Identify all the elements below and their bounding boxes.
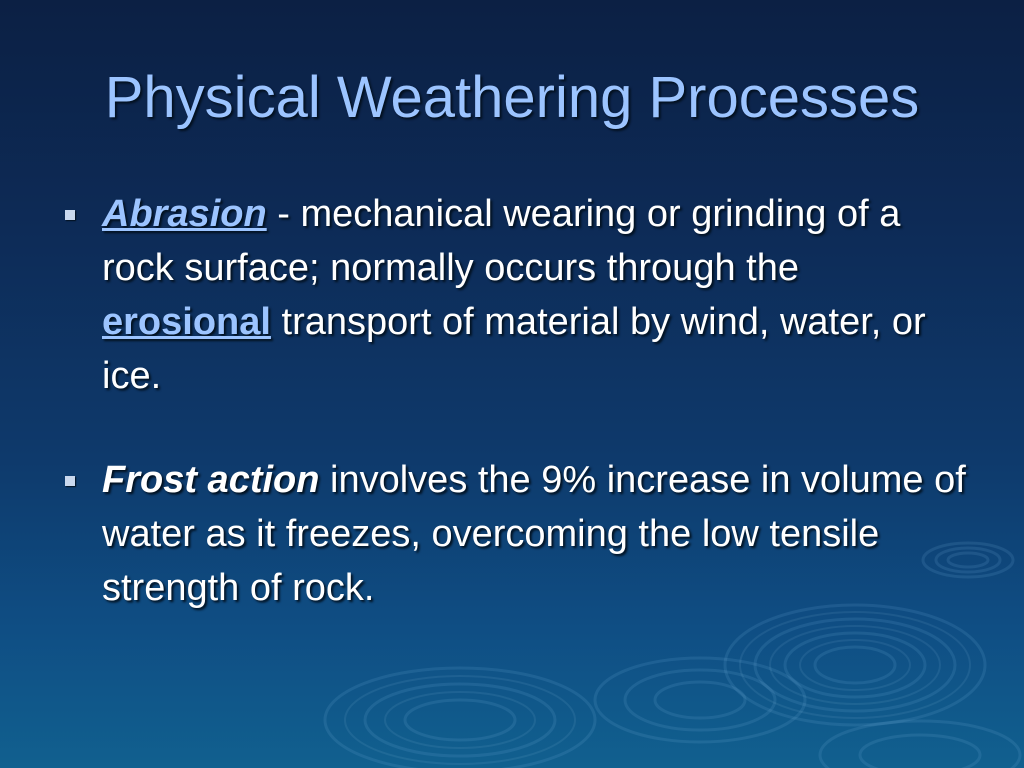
bullet-abrasion — [58, 187, 978, 403]
bullet-frost-action — [58, 453, 978, 615]
abrasion-link[interactable]: Abrasion — [102, 193, 267, 235]
erosional-link[interactable]: erosional — [102, 301, 271, 343]
frost-action-term: Frost action — [102, 459, 320, 501]
square-bullet-icon — [65, 210, 75, 220]
square-bullet-icon — [65, 476, 75, 486]
abrasion-definition-part-1: - mechanical wearing or grinding of a rock surface; normally occurs through the — [102, 193, 901, 289]
slide-title: Physical Weathering Processes — [104, 65, 920, 130]
bullet-list — [58, 187, 978, 615]
frost-action-definition: involves the 9% increase in volume of water as it freezes, overcoming the low tensile strength of rock. — [102, 459, 966, 609]
abrasion-definition-part-2: transport of material by wind, water, or ice. — [102, 301, 926, 397]
